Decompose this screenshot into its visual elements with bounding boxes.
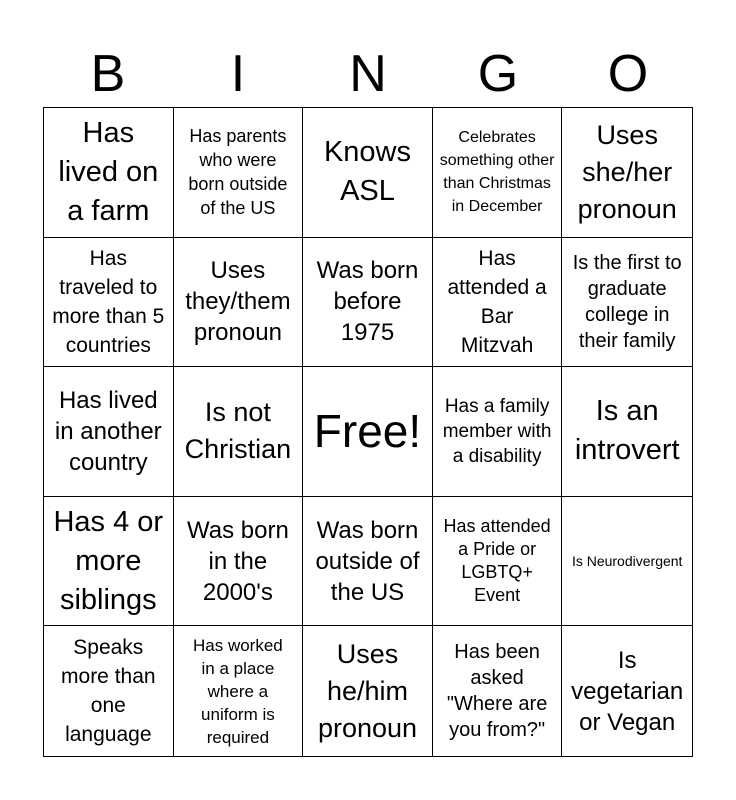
- cell-text: Has lived in another country: [54, 386, 162, 476]
- cell-text: Uses she/her pronoun: [577, 119, 677, 224]
- cell-text: Uses they/them pronoun: [185, 257, 291, 347]
- bingo-cell[interactable]: [433, 108, 563, 238]
- bingo-cell[interactable]: [303, 238, 433, 368]
- bingo-cell[interactable]: [562, 626, 692, 756]
- cell-text: Has attended a Bar Mitzvah: [447, 246, 547, 357]
- cell-text: Has attended a Pride or LGBTQ+ Event: [443, 516, 551, 606]
- bingo-header: [43, 43, 693, 105]
- cell-text: Has parents who were born outside of the US: [188, 126, 288, 219]
- cell-text: Has traveled to more than 5 countries: [52, 246, 165, 357]
- bingo-cell[interactable]: [303, 108, 433, 238]
- header-letter-i: I: [230, 45, 246, 103]
- bingo-cell[interactable]: [562, 367, 692, 497]
- bingo-cell[interactable]: [562, 108, 692, 238]
- bingo-cell[interactable]: [174, 626, 304, 756]
- bingo-cell[interactable]: [433, 367, 563, 497]
- cell-text: Has a family member with a disability: [442, 395, 552, 467]
- cell-text: Is Neurodivergent: [571, 553, 683, 570]
- bingo-cell[interactable]: [44, 108, 174, 238]
- cell-text: Uses he/him pronoun: [317, 638, 418, 743]
- bingo-cell[interactable]: [303, 367, 433, 497]
- cell-text: Was born before 1975: [316, 257, 419, 347]
- bingo-cell[interactable]: [174, 108, 304, 238]
- bingo-cell[interactable]: [303, 497, 433, 627]
- bingo-cell[interactable]: [44, 626, 174, 756]
- bingo-cell[interactable]: [44, 497, 174, 627]
- bingo-cell[interactable]: [433, 626, 563, 756]
- bingo-cell[interactable]: [44, 367, 174, 497]
- bingo-cell[interactable]: [303, 626, 433, 756]
- cell-text: Knows ASL: [323, 136, 411, 208]
- cell-text: Celebrates something other than Christmas in December: [439, 129, 555, 216]
- cell-text: Is an introvert: [574, 395, 680, 467]
- bingo-cell[interactable]: [433, 497, 563, 627]
- bingo-cell[interactable]: [562, 238, 692, 368]
- cell-text: Was born in the 2000's: [186, 516, 289, 606]
- cell-text: Is not Christian: [184, 397, 292, 465]
- cell-text: Has been asked "Where are you from?": [446, 641, 548, 742]
- cell-text: Has 4 or more siblings: [53, 505, 164, 616]
- cell-text: Has worked in a place where a uniform is required: [193, 635, 283, 747]
- bingo-cell[interactable]: [44, 238, 174, 368]
- cell-text: Was born outside of the US: [315, 516, 420, 606]
- bingo-cell[interactable]: [174, 497, 304, 627]
- header-letter-o: O: [607, 45, 649, 103]
- bingo-cell[interactable]: [433, 238, 563, 368]
- header-letter-n: N: [349, 45, 387, 103]
- free-space-text: Free!: [313, 405, 422, 458]
- bingo-cell[interactable]: [174, 238, 304, 368]
- cell-text: Is the first to graduate college in their family: [572, 251, 682, 352]
- bingo-cell[interactable]: [174, 367, 304, 497]
- header-letter-g: G: [477, 45, 519, 103]
- header-letter-b: B: [90, 45, 126, 103]
- cell-text: Is vegetarian or Vegan: [571, 646, 684, 736]
- bingo-board: [43, 107, 693, 757]
- cell-text: Speaks more than one language: [61, 636, 156, 747]
- bingo-cell[interactable]: [562, 497, 692, 627]
- cell-text: Has lived on a farm: [58, 116, 159, 227]
